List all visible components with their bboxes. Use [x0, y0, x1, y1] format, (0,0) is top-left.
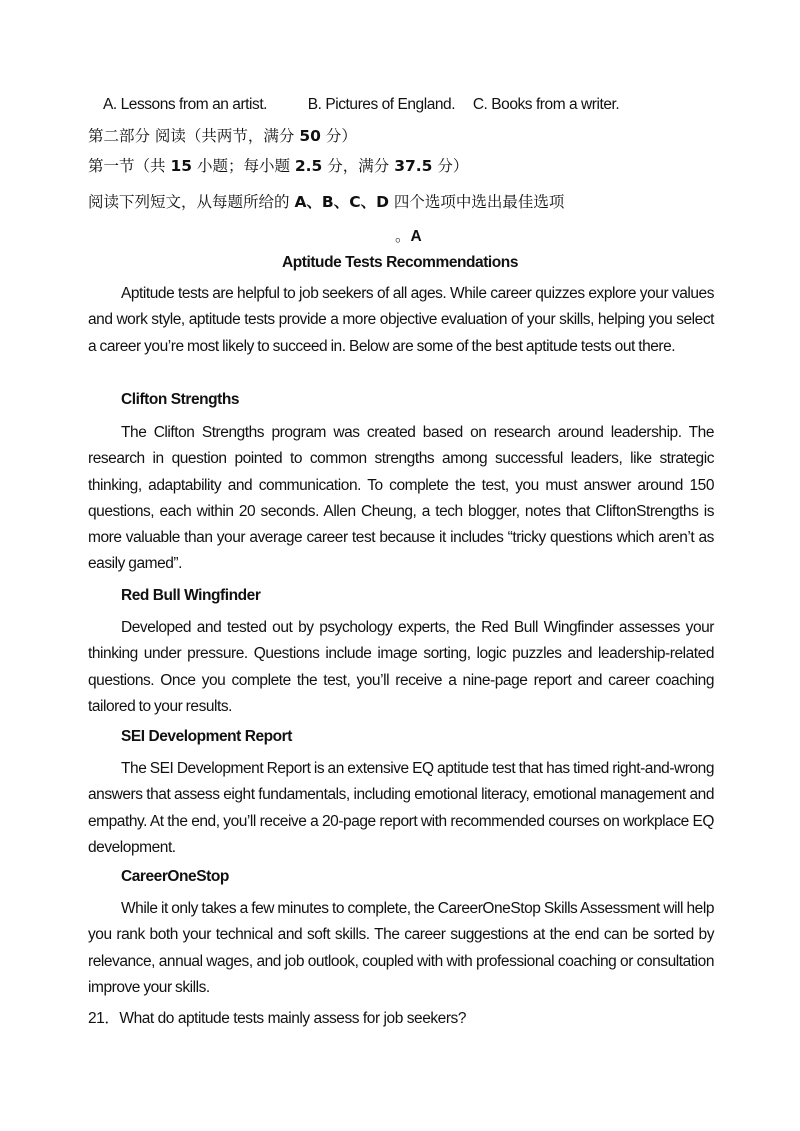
section-total-points: 37.5 — [394, 157, 433, 175]
body-clifton-strengths: The Clifton Strengths program was created based on research around leadership. The research in question pointed to common strengths among successful leaders, like strategic thinking, adaptability and communication. To complete the test, you must answer around 150 questions, each within 20 seconds. Allen Cheung, a tech blogger, notes that CliftonStrengths is more valuable than your average career test because it includes “tricky questions which aren’t as easily gamed”. — [88, 424, 714, 573]
heading-careeronestop: CareerOneStop — [121, 868, 229, 885]
passage-label — [395, 224, 421, 246]
choice-letters: A、B、C、D — [294, 193, 389, 211]
option-b: B. Pictures of England. — [307, 96, 456, 113]
section-one-text-3: 分，满分 — [322, 157, 395, 175]
section-two-score: 50 — [299, 127, 321, 145]
article-title: Aptitude Tests Recommendations — [282, 254, 518, 271]
body-careeronestop: While it only takes a few minutes to complete, the CareerOneStop Skills Assessment will help you rank both your technical and soft skills. The career suggestions at the end can be sorted by relevance, annual wages, and job outlook, coupled with with professional coaching or consultation improve your skills. — [88, 900, 714, 996]
instruction-pre: 阅读下列短文，从每题所给的 — [88, 193, 295, 211]
section-one-text-4: 分） — [432, 157, 469, 175]
heading-sei-development-report: SEI Development Report — [121, 728, 292, 745]
instruction-line — [88, 190, 564, 212]
question-text: What do aptitude tests mainly assess for job seekers? — [119, 1010, 467, 1027]
option-a: A. Lessons from an artist. — [103, 96, 268, 113]
section-one-text-2: 小题；每小题 — [192, 157, 295, 175]
section-two-header — [88, 124, 357, 146]
heading-clifton-strengths: Clifton Strengths — [121, 391, 240, 408]
points-per-question: 2.5 — [294, 157, 323, 175]
body-sei-development-report: The SEI Development Report is an extensive EQ aptitude test that has timed right-and-wrong answers that assess eight fundamentals, including emotional literacy, emotional management and empathy. At the end, you’ll receive a 20-page report with recommended courses on workplace EQ development. — [88, 760, 714, 856]
option-c: C. Books from a writer. — [472, 96, 620, 113]
previous-question-options — [103, 96, 619, 114]
body-red-bull-wingfinder: Developed and tested out by psychology experts, the Red Bull Wingfinder assesses your thinking under pressure. Questions include image sorting, logic puzzles and leadership-related questions. Once you complete the test, you’ll receive a nine-page report and career coaching tailored to your results. — [88, 619, 714, 715]
article-intro: Aptitude tests are helpful to job seekers of all ages. While career quizzes explore your values and work style, aptitude tests provide a more objective evaluation of your skills, helping you select a career you’re most likely to succeed in. Below are some of the best aptitude tests out there. — [88, 285, 714, 355]
section-two-pre: 第二部分 阅读（共两节，满分 — [88, 127, 300, 145]
question-number: 21． — [88, 1010, 120, 1027]
section-one-text-1: 第一节（共 — [88, 157, 171, 175]
passage-letter: A — [410, 228, 422, 245]
section-one-header — [88, 154, 468, 176]
passage-dot: 。 — [395, 227, 411, 245]
section-two-post: 分） — [320, 127, 357, 145]
question-count: 15 — [170, 157, 193, 175]
instruction-post: 四个选项中选出最佳选项 — [389, 193, 565, 211]
heading-red-bull-wingfinder: Red Bull Wingfinder — [121, 587, 261, 604]
question-21 — [88, 1006, 466, 1028]
